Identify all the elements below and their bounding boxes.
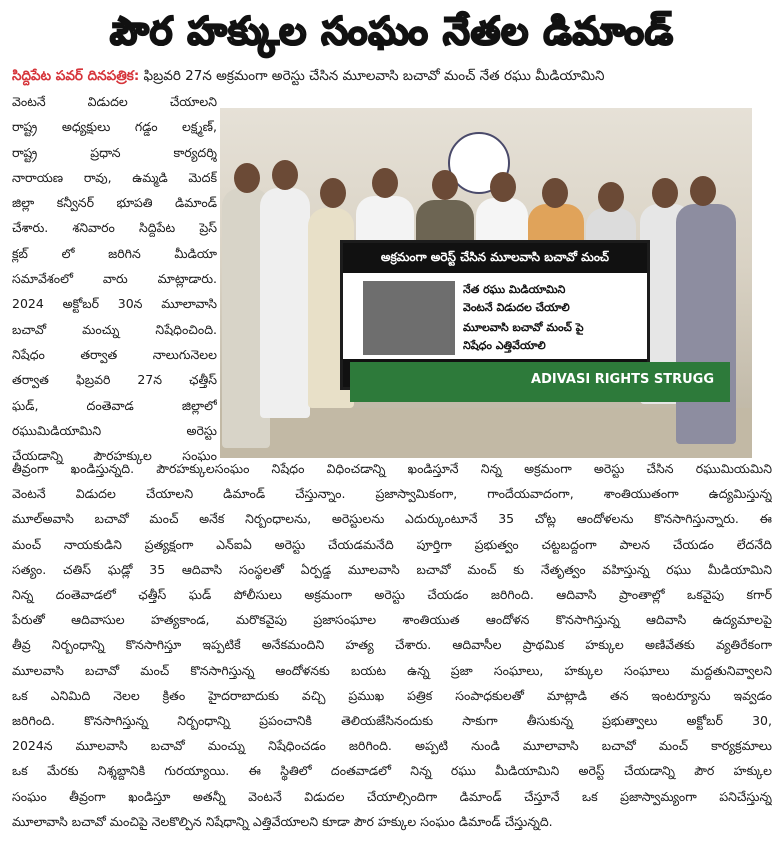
left-column-line: క్లబ్ లో జరిగిన మీడియా (12, 245, 217, 261)
left-column-line: చేశారు. శనివారం సిద్దిపేట ప్రెస్ (12, 220, 217, 236)
person-head (272, 160, 298, 190)
left-column-line: వెంటనే విడుదల చేయాలని (12, 94, 217, 109)
banner-top-text: అక్రమంగా అరెస్ట్ చేసిన మూలవాసి బచావో మంచ్ (343, 243, 647, 273)
left-column-line: జిల్లా కన్వీనర్ భూపతి డిమాండ్ (12, 195, 217, 211)
left-column-line: చేయడాన్ని పౌరహక్కుల సంఘం (12, 448, 217, 464)
body-line: తీవ్ర నిర్బంధాన్ని కొనసాగిస్తూ ఇప్పటికే అనేకమందిని హత్య చేశారు. ఆదివాసీల ప్రాథమిక హక్కుల అణివేతకు వ్యతిరేకంగా (12, 637, 772, 653)
left-column (12, 89, 217, 468)
left-column-line: రాష్ట్ర అధ్యక్షులు గడ్డం లక్ష్మణ్, (12, 119, 217, 135)
person-head (490, 172, 516, 202)
left-column-line: బచావో మంచ్ను నిషేధించింది. (12, 321, 217, 337)
person-head (320, 178, 346, 208)
left-column-line: నిషేధం తర్వాత నాలుగునెలల (12, 346, 217, 362)
person-head (432, 170, 458, 200)
person-head (690, 176, 716, 206)
body-line: నిన్న దంతెవాడలో ఛత్తీస్ ఘడ్ పోలీసులు అక్రమంగా అరెస్టు చేయడం జరిగింది. ఆదివాసి ప్రాంతాల్లో ఒకవైపు కగార్ (12, 587, 772, 603)
banner-portrait (363, 281, 455, 355)
lead-line (12, 64, 772, 89)
body-line: మంచ్ నాయకుడిని ప్రత్యక్షంగా ఎన్ఐఏ అరెస్టు చేయడమనేది పూర్తిగా ప్రభుత్వం చట్టబద్దంగా పాలన చేయడం లేదనేది (12, 536, 772, 552)
article-body (12, 456, 772, 834)
banner-line: నిషేధం ఎత్తివేయాలి (463, 339, 546, 352)
banner-line: వెంటనే విడుదల చేయాలి (463, 301, 570, 314)
body-line: మూలవాసి బచావో మంచ్ కొనసాగిస్తున్న ఆందోళనకు బయట ఉన్న ప్రజా సంఘాలు, హక్కుల సంఘాలు మద్దతునివ్వాలని (12, 662, 772, 678)
person-head (542, 178, 568, 208)
left-column-line: ఘడ్, దంతెవాడ జిల్లాలో (12, 397, 217, 413)
body-line: 2024న మూలవాసి బచావో మంచ్ను నిషేధించడం జరిగింది. అప్పటి నుండి మూలావాసి బచావో మంచ్ కార్యక్రమాలు (12, 738, 772, 754)
lead-text: ఫిబ్రవరి 27న అక్రమంగా అరెస్టు చేసిన మూలవాసి బచావో మంచ్ నేత రఘు మీడియామిని (143, 68, 605, 84)
person (676, 204, 736, 444)
body-line: సంఘం తీవ్రంగా ఖండిస్తూ అతన్నీ వెంటనే విడుదల చేయాల్సిందిగా డిమాండ్ చేస్తూనే ఒక ప్రజాస్వామ్యంగా పనిచేస్తున్న (12, 788, 772, 804)
headline: పౌర హక్కుల సంఘం నేతల డిమాండ్ (110, 9, 674, 53)
body-line: సత్యం. చతిస్ ఘడ్లో 35 ఆదివాసి సంస్థలతో ఏర్పడ్డ మూలవాసి బచావో మంచ్ కు నేతృత్వం వహిస్తున్న రఘు మీడియామిని (12, 561, 772, 577)
body-line: మూల్అవాసి బచావో మంచ్ అనేక నిర్బంధాలను, అరెస్టులను ఎదుర్కుంటూనే 35 చోట్ల ఆందోళలను కొనసాగిస్తున్నారు. ఈ (12, 511, 772, 527)
body-line: ఒక ఎనిమిది నెలల క్రితం హైదరాబాదుకు వచ్చి ప్రముఖ పత్రిక సంపాధకులతో మాట్లాడి తన ఇంటర్యూను ఇవ్వడం (12, 687, 772, 703)
body-line: పేరుతో ఆదివాసుల హత్యకాండ, మరొకవైపు ప్రజాసంఘాల శాంతియుత ఆందోళన కొనసాగిస్తున్న ఆదివాసి ఉద్యమాలపై (12, 612, 772, 628)
person-head (234, 163, 260, 193)
left-column-line: తర్వాత ఫిబ్రవరి 27న ఛత్తీస్ (12, 372, 217, 388)
body-line: ఒక మేరకు నిశ్శబ్దానికి గురయ్యాయి. ఈ స్థితిలో దంతవాడలో నిన్న రఘు మీడియామిని అరెస్ట్ చేయడాన్ని పౌర హక్కుల (12, 763, 772, 779)
left-column-line: 2024 అక్టోబర్ 30న మూలావాసి (12, 296, 217, 312)
person (260, 188, 310, 418)
body-line: జరిగింది. కొనసాగిస్తున్న నిర్బంధాన్ని ప్రపంచానికి తెలియజేసినందుకు సాకుగా తీసుకున్న ప్రభుత్వాలు అక్టోబర్ 30, (12, 713, 772, 729)
person-head (652, 178, 678, 208)
left-column-line: నారాయణ రావు, ఉమ్మడి మెదక్ (12, 169, 217, 185)
person-head (372, 168, 398, 198)
headline-bar (0, 0, 784, 62)
body-line: తీవ్రంగా ఖండిస్తున్నది. పౌరహక్కులసంఘం నిషేధం విధించడాన్ని ఖండిస్తూనే నిన్న అక్రమంగా అరెస్టు చేసిన రఘుమియమిని (12, 461, 772, 476)
body-line: వెంటనే విడుదల చేయాలని డిమాండ్ చేస్తున్నాం. ప్రజాస్వామికంగా, గాందేయవాదంగా, శాంతియుతంగా ఉద్యమిస్తున్న (12, 486, 772, 502)
left-column-line: రఘుమిడియామిని అరెస్టు (12, 422, 217, 438)
banner-line: మూలవాసి బచావో మంచ్ పై (463, 321, 584, 334)
left-column-line: సమావేశంలో వారు మాట్లాడారు. (12, 271, 217, 287)
body-line: మూలావాసి బచావో మంచిపై నెలకొల్పిన నిషేధాన్ని ఎత్తివేయాలని కూడా పౌర హక్కుల సంఘం డిమాండ్ చేస్తున్నది. (12, 813, 553, 829)
person-head (598, 182, 624, 212)
banner-line: నేత రఘు మిడియామిని (463, 283, 566, 296)
green-banner-text: ADIVASI RIGHTS STRUGG (531, 372, 714, 387)
dateline: సిద్దిపేట పవర్ దినపత్రిక: (12, 68, 140, 84)
green-banner (350, 362, 730, 402)
left-column-line: రాష్ట్ర ప్రధాన కార్యదర్శి (12, 144, 217, 160)
